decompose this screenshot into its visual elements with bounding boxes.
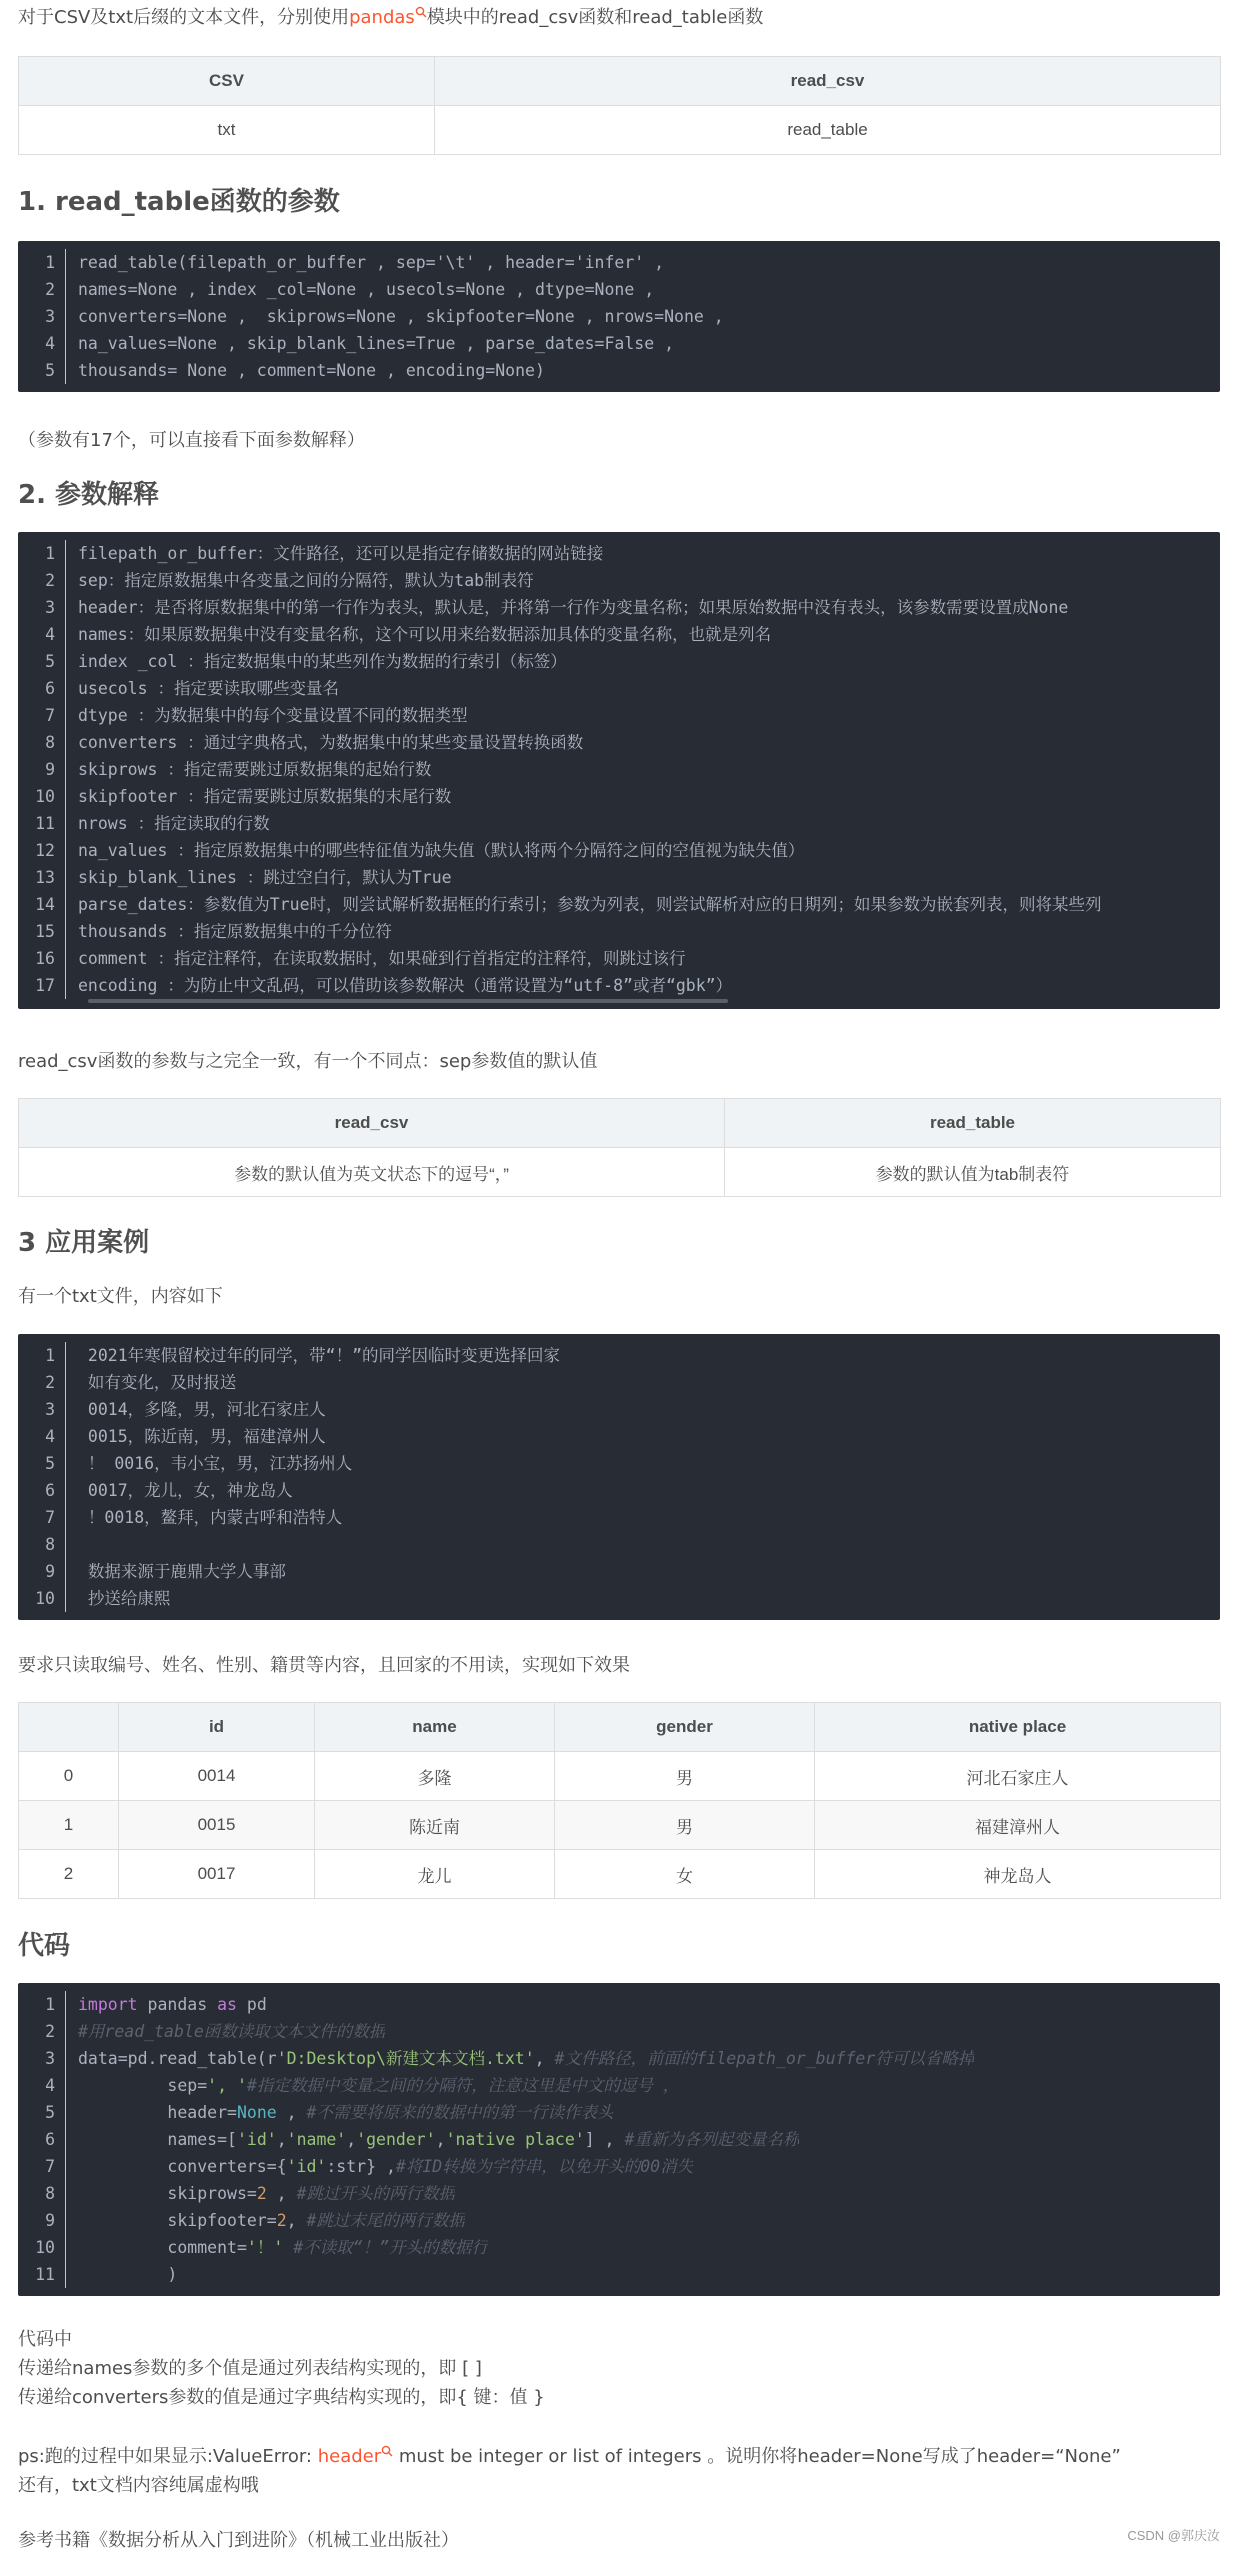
code-line (18, 621, 1220, 648)
code-text: skipfooter ：指定需要跳过原数据集的末尾行数 (78, 787, 452, 806)
code-text: skip_blank_lines ：跳过空白行，默认为True (78, 868, 452, 887)
code-token: #文件路径，前面的filepath_or_buffer符可以省略掉 (554, 2049, 975, 2068)
code-text: converters=None , skiprows=None , skipfooter=None , nrows=None , (78, 307, 724, 326)
intro-prefix: 对于CSV及txt后缀的文本文件，分别使用 (18, 7, 350, 28)
requirement-note: 要求只读取编号、姓名、性别、籍贯等内容，且回家的不用读，实现如下效果 (18, 1655, 630, 1676)
search-icon[interactable] (381, 2445, 393, 2457)
section-heading-code: 代码 (18, 1931, 71, 1961)
line-number: 11 (18, 810, 66, 837)
line-number: 7 (18, 2153, 66, 2180)
code-token: 'id' (286, 2157, 327, 2176)
line-number: 7 (18, 702, 66, 729)
code-line (18, 702, 1220, 729)
line-number: 5 (18, 2099, 66, 2126)
table-cell: 0014 (119, 1752, 315, 1801)
code-token: sep= (78, 2076, 208, 2095)
code-token: data=pd.read_table(r (78, 2049, 277, 2068)
code-text (66, 2234, 488, 2261)
code-text (66, 2180, 455, 2207)
param-count-note: （参数有17个，可以直接看下面参数解释） (18, 430, 365, 451)
code-token: ) (78, 2265, 178, 2284)
line-number: 11 (18, 2261, 66, 2288)
table-cell: 陈近南 (315, 1801, 555, 1850)
pandas-link-text[interactable]: pandas (349, 7, 415, 28)
code-line (18, 2072, 1220, 2099)
line-number: 10 (18, 1585, 66, 1612)
line-number: 6 (18, 2126, 66, 2153)
code-text: parse_dates：参数值为True时，则尝试解析数据框的行索引；参数为列表，则尝试解析对应的日期列；如果参数为嵌套列表，则将某些列 (78, 895, 1102, 914)
code-text: filepath_or_buffer：文件路径，还可以是指定存储数据的网站链接 (78, 544, 604, 563)
line-number: 10 (18, 2234, 66, 2261)
code-line (18, 675, 1220, 702)
code-line (18, 1477, 1220, 1504)
code-text: 0014，多隆，男，河北石家庄人 (78, 1400, 326, 1419)
table-cell: 参数的默认值为英文状态下的逗号“，” (19, 1148, 725, 1197)
code-line (18, 918, 1220, 945)
line-number: 8 (18, 2180, 66, 2207)
code-text (66, 2045, 974, 2072)
code-line (18, 1396, 1220, 1423)
line-number: 6 (18, 1477, 66, 1504)
code-token: pd (236, 1995, 267, 2014)
line-number: 5 (18, 357, 66, 384)
line-number: 4 (18, 2072, 66, 2099)
code-token: , (276, 2130, 287, 2149)
code-token: #不需要将原来的数据中的第一行读作表头 (306, 2103, 614, 2122)
code-line (18, 2261, 1220, 2288)
code-token: '！' (246, 2238, 284, 2257)
table-cell: 男 (555, 1752, 815, 1801)
code-line (18, 303, 1220, 330)
explain-line: 代码中 (18, 2329, 72, 2350)
table-cell: 男 (555, 1801, 815, 1850)
table-header-cell: id (119, 1703, 315, 1752)
table-cell: 0017 (119, 1850, 315, 1899)
line-number: 1 (18, 1342, 66, 1369)
code-token: #用read_table函数读取文本文件的数据 (78, 2022, 386, 2041)
code-line (18, 837, 1220, 864)
table-header-row (19, 1703, 1221, 1752)
ps-suffix: must be integer or list of integers 。说明你将header=None写成了header=“None” (393, 2446, 1121, 2467)
header-link[interactable] (318, 2446, 393, 2467)
code-text: usecols ：指定要读取哪些变量名 (78, 679, 339, 698)
code-line (18, 1991, 1220, 2018)
table-cell: 河北石家庄人 (815, 1752, 1221, 1801)
table-cell: 女 (555, 1850, 815, 1899)
ps-prefix: ps:跑的过程中如果显示:ValueError: (18, 2446, 318, 2467)
code-line (18, 1423, 1220, 1450)
code-token: ] , (584, 2130, 625, 2149)
table-cell: 神龙岛人 (815, 1850, 1221, 1899)
code-line (18, 2234, 1220, 2261)
explain-line: 传递给converters参数的值是通过字典结构实现的，即{ 键：值 } (18, 2387, 545, 2408)
code-line (18, 783, 1220, 810)
code-token: 2 (276, 2211, 287, 2230)
code-text: header：是否将原数据集中的第一行作为表头，默认是，并将第一行作为变量名称；如果原始数据中没有表头，该参数需要设置成None (78, 598, 1069, 617)
code-text (66, 2099, 613, 2126)
line-number: 9 (18, 1558, 66, 1585)
code-line (18, 756, 1220, 783)
code-token: #不读取“！”开头的数据行 (293, 2238, 489, 2257)
code-line (18, 330, 1220, 357)
code-token: 'id' (236, 2130, 277, 2149)
code-line (18, 864, 1220, 891)
section-heading-2: 2. 参数解释 (18, 480, 160, 510)
code-token: #跳过末尾的两行数据 (306, 2211, 465, 2230)
ps-note: 还有，txt文档内容纯属虚构哦 (18, 2475, 259, 2496)
table-cell: 2 (19, 1850, 119, 1899)
horizontal-scrollbar[interactable] (88, 999, 728, 1003)
code-text: converters ：通过字典格式，为数据集中的某些变量设置转换函数 (78, 733, 584, 752)
code-text: read_table(filepath_or_buffer , sep='\t' , header='infer' , (78, 253, 665, 272)
line-number: 16 (18, 945, 66, 972)
code-block-python[interactable] (18, 1983, 1220, 2296)
code-token: ', ' (207, 2076, 247, 2095)
code-line (18, 1558, 1220, 1585)
code-token: 2 (256, 2184, 267, 2203)
code-line (18, 729, 1220, 756)
explain-line: 传递给names参数的多个值是通过列表结构实现的，即 [ ] (18, 2358, 482, 2379)
code-text: sep：指定原数据集中各变量之间的分隔符，默认为tab制表符 (78, 571, 534, 590)
line-number: 3 (18, 594, 66, 621)
code-token: #指定数据中变量之间的分隔符，注意这里是中文的逗号 ， (246, 2076, 680, 2095)
code-line (18, 945, 1220, 972)
code-line (18, 2045, 1220, 2072)
table-cell: 多隆 (315, 1752, 555, 1801)
table-cell: txt (19, 106, 435, 155)
table-cell: 参数的默认值为tab制表符 (725, 1148, 1221, 1197)
code-token: #重新为各列起变量名称 (624, 2130, 800, 2149)
code-text: 数据来源于鹿鼎大学人事部 (78, 1562, 286, 1581)
code-text: index _col ：指定数据集中的某些列作为数据的行索引（标签） (78, 652, 567, 671)
code-token: , (435, 2130, 446, 2149)
line-number: 2 (18, 567, 66, 594)
code-token: , (286, 2211, 307, 2230)
table-cell: 福建漳州人 (815, 1801, 1221, 1850)
code-text: ！0018，鳌拜，内蒙古呼和浩特人 (78, 1508, 343, 1527)
code-line (18, 1369, 1220, 1396)
txt-file-note: 有一个txt文件，内容如下 (18, 1286, 223, 1307)
code-token: names=[ (78, 2130, 237, 2149)
code-line (18, 1342, 1220, 1369)
search-icon[interactable] (415, 6, 427, 18)
line-number: 1 (18, 540, 66, 567)
code-text: names=None , index _col=None , usecols=None , dtype=None , (78, 280, 655, 299)
default-sep-table (18, 1098, 1221, 1197)
pandas-link[interactable] (349, 7, 427, 28)
table-header-row (19, 1099, 1221, 1148)
table-header-cell: gender (555, 1703, 815, 1752)
table-header-cell: read_csv (435, 57, 1221, 106)
line-number: 4 (18, 330, 66, 357)
code-token: None (236, 2103, 277, 2122)
table-header-cell: name (315, 1703, 555, 1752)
line-number: 9 (18, 2207, 66, 2234)
line-number: 12 (18, 837, 66, 864)
code-token: 'D:Desktop\新建文本文档.txt' (276, 2049, 535, 2068)
line-number: 9 (18, 756, 66, 783)
code-line (18, 357, 1220, 384)
header-link-text[interactable]: header (317, 2446, 382, 2467)
code-line (18, 1504, 1220, 1531)
code-token: , (346, 2130, 357, 2149)
code-line (18, 249, 1220, 276)
code-token: #将ID转换为字符串，以免开头的00消失 (395, 2157, 694, 2176)
table-header-cell: read_csv (19, 1099, 725, 1148)
code-text (66, 2153, 693, 2180)
code-line (18, 2126, 1220, 2153)
code-text: names：如果原数据集中没有变量名称，这个可以用来给数据添加具体的变量名称，也就是列名 (78, 625, 772, 644)
code-text: na_values ：指定原数据集中的哪些特征值为缺失值（默认将两个分隔符之间的空值视为缺失值） (78, 841, 805, 860)
table-cell: 0015 (119, 1801, 315, 1850)
table-header-cell: read_table (725, 1099, 1221, 1148)
line-number: 2 (18, 2018, 66, 2045)
code-line (18, 540, 1220, 567)
line-number: 8 (18, 1531, 66, 1558)
code-token: as (217, 1995, 237, 2014)
section-heading-3: 3 应用案例 (18, 1228, 150, 1258)
code-token: , (534, 2049, 555, 2068)
code-text: comment ：指定注释符，在读取数据时，如果碰到行首指定的注释符，则跳过该行 (78, 949, 686, 968)
watermark: CSDN @郭庆汝 (1127, 2528, 1220, 2543)
code-line (18, 972, 1220, 999)
line-number: 7 (18, 1504, 66, 1531)
line-number: 6 (18, 675, 66, 702)
format-function-table (18, 56, 1221, 155)
table-row (19, 1801, 1221, 1850)
code-text: 抄送给康熙 (78, 1589, 171, 1608)
code-text (66, 2018, 385, 2045)
line-number: 3 (18, 303, 66, 330)
code-token: :str} , (326, 2157, 396, 2176)
read-csv-note: read_csv函数的参数与之完全一致，有一个不同点：sep参数值的默认值 (18, 1051, 598, 1072)
table-row (19, 1752, 1221, 1801)
code-token: import (78, 1995, 138, 2014)
code-token: 'gender' (356, 2130, 436, 2149)
reference-book: 参考书籍《数据分析从入门到进阶》（机械工业出版社） (18, 2530, 459, 2551)
intro-suffix: 模块中的read_csv函数和read_table函数 (426, 7, 764, 28)
ps-paragraph (18, 2443, 1121, 2471)
code-line (18, 2153, 1220, 2180)
code-line (18, 648, 1220, 675)
line-number: 8 (18, 729, 66, 756)
code-line (18, 810, 1220, 837)
line-number: 1 (18, 249, 66, 276)
table-row (19, 1148, 1221, 1197)
code-text (66, 2207, 465, 2234)
table-cell: 0 (19, 1752, 119, 1801)
section-heading-1: 1. read_table函数的参数 (18, 187, 340, 217)
code-block-read-table[interactable] (18, 241, 1220, 392)
table-header-cell: native place (815, 1703, 1221, 1752)
line-number: 4 (18, 1423, 66, 1450)
line-number: 3 (18, 2045, 66, 2072)
code-text: na_values=None , skip_blank_lines=True , parse_dates=False , (78, 334, 675, 353)
line-number: 13 (18, 864, 66, 891)
code-text (66, 2126, 799, 2153)
line-number: 4 (18, 621, 66, 648)
code-text: 如有变化，及时报送 (78, 1373, 237, 1392)
table-row (19, 106, 1221, 155)
table-header-row (19, 57, 1221, 106)
table-header-cell: CSV (19, 57, 435, 106)
line-number: 3 (18, 1396, 66, 1423)
intro-paragraph (18, 4, 763, 32)
code-token: , (266, 2184, 297, 2203)
line-number: 10 (18, 783, 66, 810)
code-line (18, 594, 1220, 621)
code-token (283, 2238, 293, 2257)
code-token: skipfooter= (78, 2211, 277, 2230)
table-header-cell (19, 1703, 119, 1752)
code-text (66, 2261, 177, 2288)
code-token: pandas (137, 1995, 218, 2014)
code-line (18, 276, 1220, 303)
code-token: 'native place' (445, 2130, 585, 2149)
table-cell: read_table (435, 106, 1221, 155)
code-text: skiprows ：指定需要跳过原数据集的起始行数 (78, 760, 432, 779)
code-text: dtype ：为数据集中的每个变量设置不同的数据类型 (78, 706, 468, 725)
code-line (18, 2018, 1220, 2045)
table-row (19, 1850, 1221, 1899)
line-number: 1 (18, 1991, 66, 2018)
code-token: , (276, 2103, 307, 2122)
line-number: 2 (18, 1369, 66, 1396)
code-text: encoding ：为防止中文乱码，可以借助该参数解决（通常设置为“utf-8”或者“gbk”） (78, 976, 733, 995)
code-token: #跳过开头的两行数据 (296, 2184, 455, 2203)
code-text (66, 1531, 78, 1558)
line-number: 5 (18, 1450, 66, 1477)
result-dataframe-table (18, 1702, 1221, 1899)
table-cell: 1 (19, 1801, 119, 1850)
code-text: thousands ：指定原数据集中的千分位符 (78, 922, 392, 941)
code-token: 'name' (286, 2130, 347, 2149)
line-number: 2 (18, 276, 66, 303)
code-line (18, 1531, 1220, 1558)
code-token: converters={ (78, 2157, 287, 2176)
line-number: 17 (18, 972, 66, 999)
code-line (18, 2099, 1220, 2126)
code-text: 0015，陈近南，男，福建漳州人 (78, 1427, 326, 1446)
code-block-txt-content[interactable] (18, 1334, 1220, 1620)
code-text: thousands= None , comment=None , encoding=None) (78, 361, 545, 380)
code-text (66, 2072, 679, 2099)
code-line (18, 1585, 1220, 1612)
code-line (18, 567, 1220, 594)
line-number: 5 (18, 648, 66, 675)
line-number: 15 (18, 918, 66, 945)
code-text (66, 1991, 267, 2018)
code-text: 0017，龙儿，女，神龙岛人 (78, 1481, 293, 1500)
code-line (18, 2207, 1220, 2234)
code-block-param-explain[interactable] (18, 532, 1220, 1009)
code-text: 2021年寒假留校过年的同学，带“！”的同学因临时变更选择回家 (78, 1346, 561, 1365)
code-text: ！ 0016，韦小宝，男，江苏扬州人 (78, 1454, 353, 1473)
line-number: 14 (18, 891, 66, 918)
code-line (18, 2180, 1220, 2207)
code-text: nrows ：指定读取的行数 (78, 814, 270, 833)
code-token: comment= (78, 2238, 247, 2257)
code-token: skiprows= (78, 2184, 257, 2203)
code-line (18, 891, 1220, 918)
code-line (18, 1450, 1220, 1477)
code-token: header= (78, 2103, 237, 2122)
table-cell: 龙儿 (315, 1850, 555, 1899)
